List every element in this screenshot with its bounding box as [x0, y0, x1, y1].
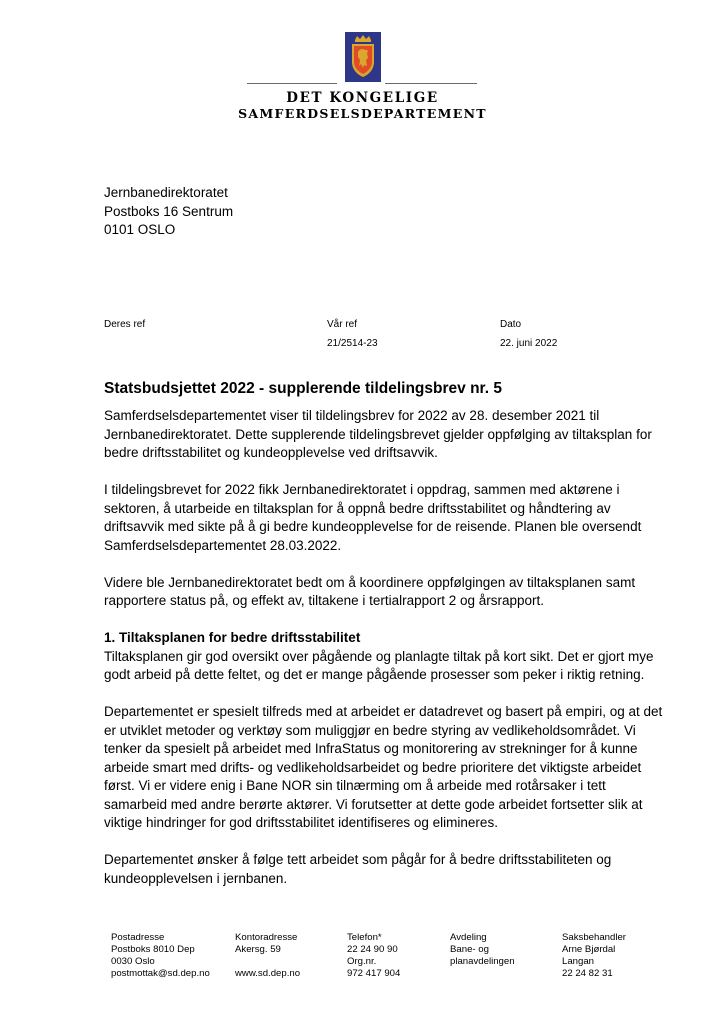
coat-of-arms-icon	[345, 32, 381, 82]
recipient-postcode: 0101 OSLO	[104, 222, 176, 237]
letterhead	[0, 32, 725, 122]
footer-avdeling-line2: planavdelingen	[450, 956, 515, 967]
var-ref-value: 21/2514-23	[327, 338, 378, 349]
footer-kontoradresse-street: Akersg. 59	[235, 944, 281, 955]
footer-postadresse-label: Postadresse	[111, 932, 165, 943]
var-ref-label: Vår ref	[327, 319, 358, 330]
paragraph-1: Samferdselsdepartementet viser til tildelingsbrev for 2022 av 28. desember 2021 til Jernbanedirektoratet. Dette supplerende tildelingsbrevet gjelder oppfølging av tiltaksplan for bedre driftsstabilitet og kundeopplevelse ved driftsavvik.	[104, 408, 652, 460]
date-value: 22. juni 2022	[500, 338, 558, 349]
paragraph-5: Departementet er spesielt tilfreds med at arbeidet er datadrevet og basert på empiri, og at det er utviklet metoder og verktøy som muliggjør en bedre styring av vedlikeholdsområdet. Vi tenker da spesielt på arbeidet med InfraStatus og monitorering av strekninger for å kunne arbeide smart med drifts- og vedlikeholdsarbeidet og bedre prioritere det viktigste arbeidet først. Vi er videre enig i Bane NOR sin tilnærming om å arbeide med rotårsaker i tett samarbeid med andre berørte aktører. Vi forutsetter at dette gode arbeidet fortsetter slik at viktige hindringer for god driftsstabilitet identifiseres og elimineres.	[104, 704, 663, 830]
footer-kontoradresse-blank	[235, 956, 300, 968]
footer-avdeling	[450, 932, 515, 968]
footer-saksbehandler-phone: 22 24 82 31	[562, 968, 613, 979]
date-ref	[500, 319, 557, 350]
org-name-line2: SAMFERDSELSDEPARTEMENT	[238, 106, 487, 121]
deres-ref-label: Deres ref	[104, 319, 146, 330]
paragraph-6: Departementet ønsker å følge tett arbeidet som pågår for å bedre driftsstabiliteten og kundeopplevelsen i jernbanen.	[104, 852, 612, 886]
footer-kontoradresse	[235, 932, 300, 980]
footer-orgnr-label: Org.nr.	[347, 956, 377, 967]
letter-body	[104, 407, 664, 907]
footer-saksbehandler-name2: Langan	[562, 956, 595, 967]
var-ref	[327, 319, 378, 350]
recipient-address	[104, 184, 233, 240]
footer-saksbehandler-name1: Arne Bjørdal	[562, 944, 616, 955]
footer-postadresse-line: Postboks 8010 Dep	[111, 944, 195, 955]
letterhead-rule-right	[385, 83, 477, 84]
footer-kontoradresse-label: Kontoradresse	[235, 932, 298, 943]
footer-avdeling-label: Avdeling	[450, 932, 487, 943]
footer-saksbehandler-label: Saksbehandler	[562, 932, 627, 943]
footer-website-link[interactable]: www.sd.dep.no	[235, 968, 301, 979]
org-name-line1: DET KONGELIGE	[286, 90, 439, 106]
footer-telefon	[347, 932, 400, 980]
deres-ref	[104, 319, 145, 331]
paragraph-3: Videre ble Jernbanedirektoratet bedt om å koordinere oppfølgingen av tiltaksplanen samt rapportere status på, og effekt av, tiltakene i tertialrapport 2 og årsrapport.	[104, 574, 636, 608]
letter-title: Statsbudsjettet 2022 - supplerende tildelingsbrev nr. 5	[104, 380, 502, 397]
section-heading: 1. Tiltaksplanen for bedre driftsstabilitet	[104, 630, 361, 645]
footer-postadresse-city: 0030 Oslo	[111, 956, 155, 967]
footer-telefon-label: Telefon*	[347, 932, 382, 943]
paragraph-2: I tildelingsbrevet for 2022 fikk Jernbanedirektoratet i oppdrag, sammen med aktørene i sektoren, å utarbeide en tiltaksplan for å oppnå bedre driftsstabilitet og håndtering av driftsavvik med sikte på å gi bedre kundeopplevelse for de reisende. Planen ble oversendt Samferdselsdepartementet 28.03.2022.	[104, 482, 642, 553]
paragraph-4: Tiltaksplanen gir god oversikt over pågående og planlagte tiltak på kort sikt. Det er gjort mye godt arbeid på dette feltet, og det er mange pågående prosesser som peker i riktig retning.	[104, 648, 654, 682]
date-label: Dato	[500, 319, 522, 330]
footer-orgnr-value: 972 417 904	[347, 968, 401, 979]
footer-saksbehandler	[562, 932, 626, 980]
footer-telefon-number: 22 24 90 90	[347, 944, 398, 955]
footer-postadresse	[111, 932, 210, 980]
footer-avdeling-line1: Bane- og	[450, 944, 489, 955]
footer-email-link[interactable]: postmottak@sd.dep.no	[111, 968, 210, 979]
letterhead-rule-left	[247, 83, 337, 84]
recipient-postbox: Postboks 16 Sentrum	[104, 203, 234, 219]
recipient-name: Jernbanedirektoratet	[104, 185, 228, 200]
